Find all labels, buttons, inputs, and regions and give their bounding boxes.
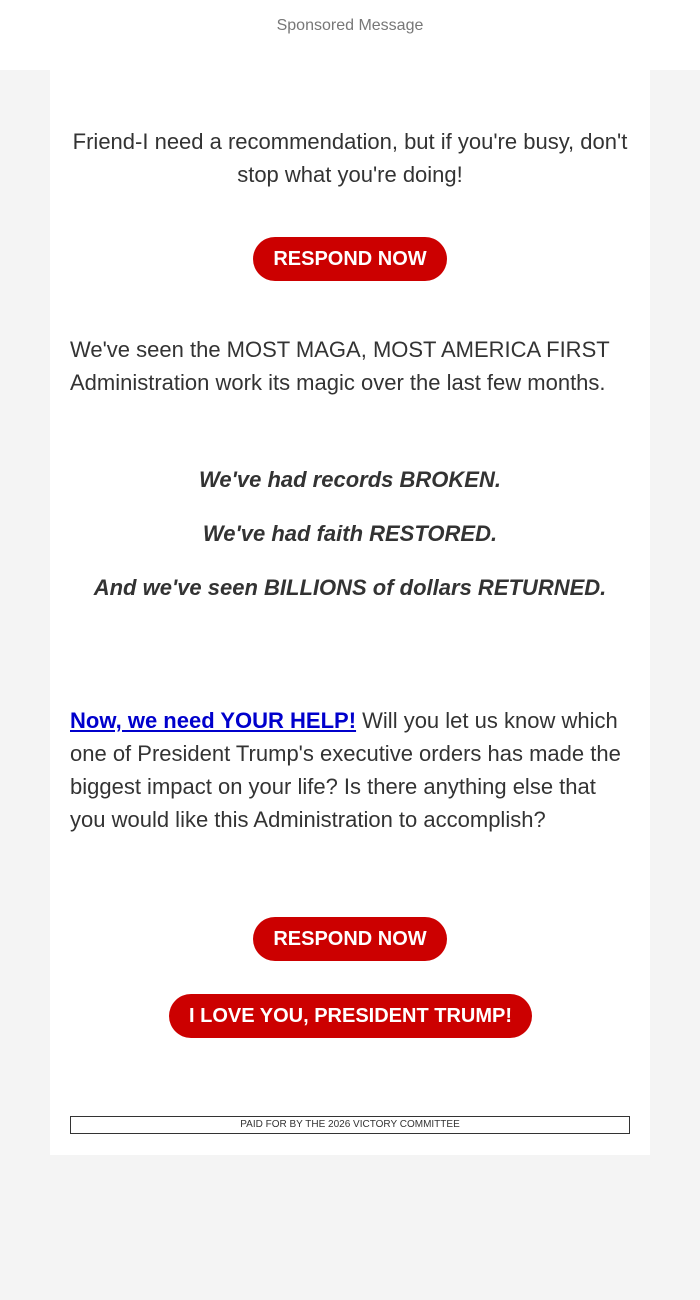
sponsored-label: Sponsored Message [276, 17, 424, 34]
emphasis-line-records: We've had records BROKEN. [199, 467, 501, 492]
email-card [50, 70, 650, 1155]
your-help-link[interactable]: Now, we need YOUR HELP! [70, 708, 357, 733]
emphasis-line-billions: And we've seen BILLIONS of dollars RETURNED. [93, 575, 607, 600]
paid-for-disclaimer: PAID FOR BY THE 2026 VICTORY COMMITTEE [70, 1116, 630, 1134]
paragraph-help [70, 704, 630, 836]
respond-now-button-top[interactable]: RESPOND NOW [253, 237, 447, 281]
paragraph-help-text: Will you let us know which one of President Trump's executive orders has made the biggest impact on your life? Is there anything else that you would like this Administration to accomplish? [70, 708, 621, 832]
sponsored-bar [0, 0, 700, 70]
love-president-button[interactable]: I LOVE YOU, PRESIDENT TRUMP! [169, 994, 532, 1038]
intro-text: Friend-I need a recommendation, but if you're busy, don't stop what you're doing! [72, 129, 628, 187]
respond-now-button-bottom[interactable]: RESPOND NOW [253, 917, 447, 961]
emphasis-line-faith: We've had faith RESTORED. [202, 521, 498, 546]
paragraph-administration: We've seen the MOST MAGA, MOST AMERICA FIRST Administration work its magic over the last few months. [70, 337, 610, 395]
